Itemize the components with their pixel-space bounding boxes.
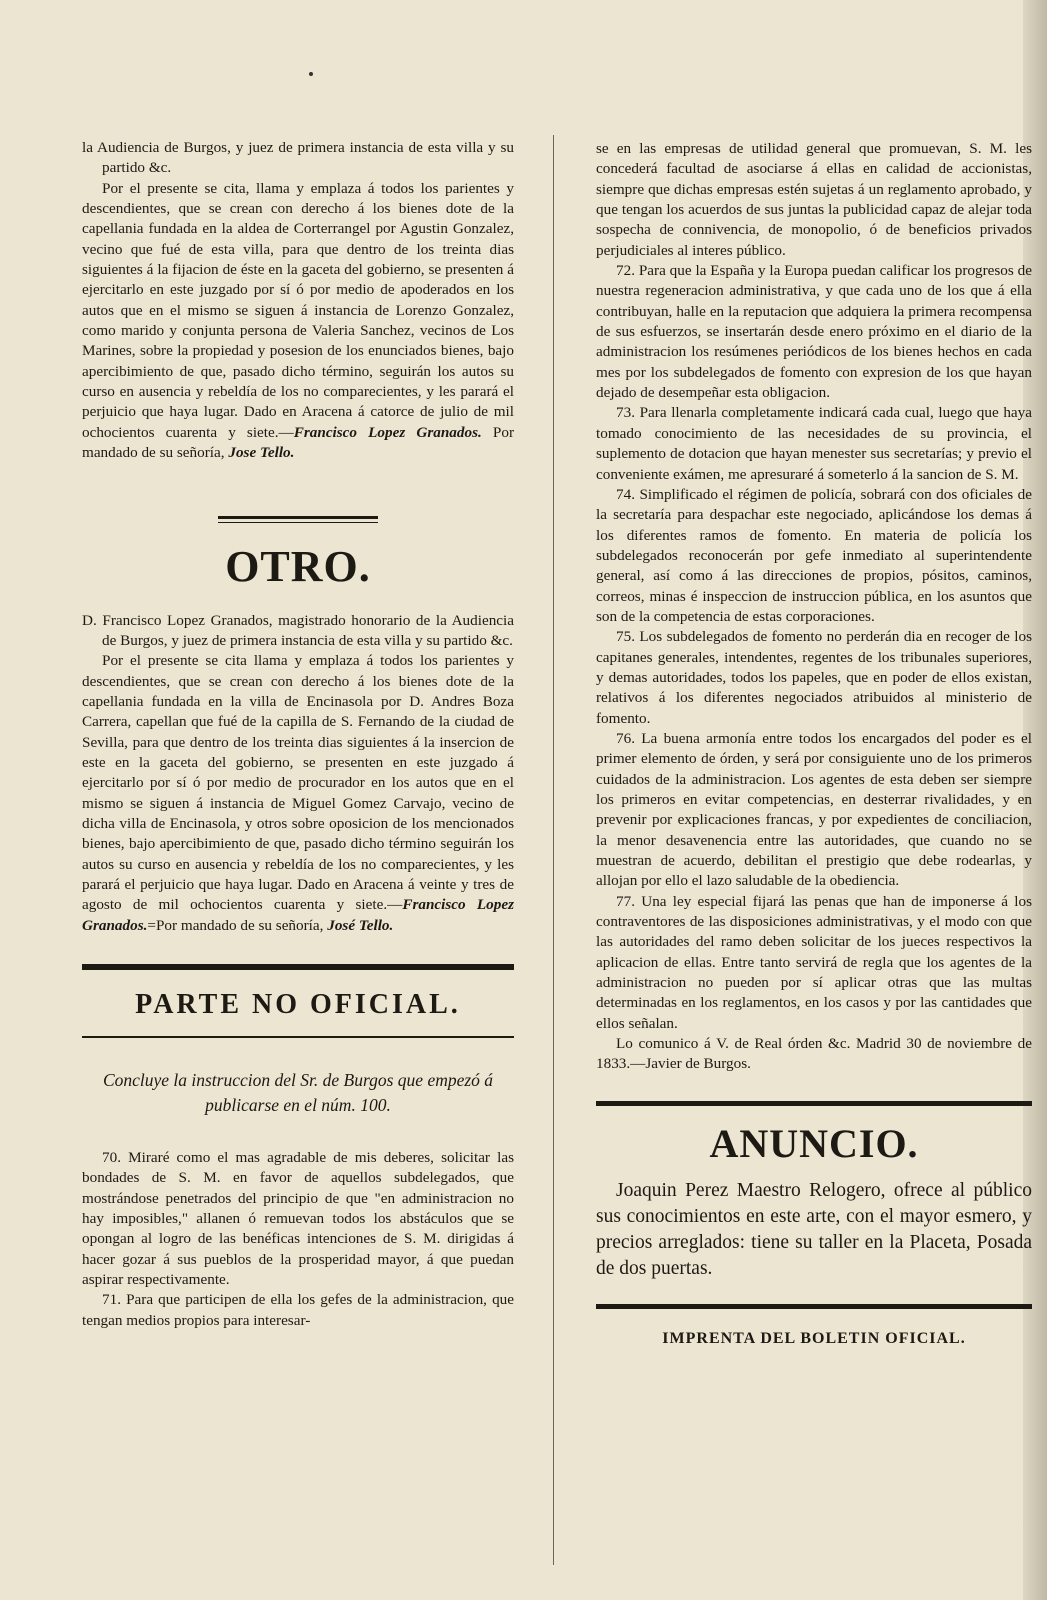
paragraph-71-start: 71. Para que participen de ella los gefes de la administracion, que tengan medios propios para interesar- <box>82 1291 514 1329</box>
edict1-signature-judge: Francisco Lopez Granados. <box>293 423 482 441</box>
anuncio-heading: ANUNCIO. <box>709 1120 919 1166</box>
paragraph-71-end: se en las empresas de utilidad general que promuevan, S. M. les concederá facultad de asociarse á ellas en calidad de accionistas, siempre que dichas empresas estén sujetas á un reglamento aprobado, y que tengan los acuerdos de sus juntas la publicidad capaz de alejar toda sospecha de connivencia, de monopolio, ó de beneficios privados perjudiciales al interes público. <box>596 140 1032 259</box>
anuncio-body: Joaquin Perez Maestro Relogero, ofrece al público sus conocimientos en este arte, con el mayor esmero, y precios arreglados: tiene su taller en la Placeta, Posada de dos puertas. <box>596 1179 1032 1279</box>
paragraph-70: 70. Miraré como el mas agradable de mis deberes, solicitar las bondades de S. M. en favor de aquellos subdelegados, que mostrándose penetrados del principio de que "en administracion no hay imposibles," allanen ó remuevan todos los abstáculos que se opongan al logro de las benéficas intenciones de S. M. dirigidas á hacer gozar á sus pueblos de la prosperidad mayor, á que puedan aspirar respectivamente. <box>82 1149 514 1289</box>
otro-heading: OTRO. <box>225 541 371 591</box>
edict2-signature-clerk: José Tello. <box>327 916 394 934</box>
concluye-title: Concluye la instruccion del Sr. de Burgos que empezó á publicarse en el núm. 100. <box>102 1070 494 1115</box>
right-column <box>596 139 1032 1349</box>
edict1-body <box>82 179 514 464</box>
left-column <box>82 138 514 1331</box>
print-dot <box>309 72 313 76</box>
paragraph-75: 75. Los subdelegados de fomento no perderán dia en recoger de los capitanes generales, intendentes, regentes de los tribunales superiores, y demas autoridades, todos los papeles, que en poder de ellos existan, relativos á los diferentes negociados atribuidos al ministerio de fomento. <box>596 628 1032 727</box>
edict2-header: D. Francisco Lopez Granados, magistrado honorario de la Audiencia de Burgos, y juez de primera instancia de esta villa y su partido &c. <box>82 611 514 649</box>
closing-line: Lo comunico á V. de Real órden &c. Madrid 30 de noviembre de 1833.—Javier de Burgos. <box>596 1035 1032 1073</box>
edict1-body-text: Por el presente se cita, llama y emplaza á todos los parientes y descendientes, que se crean con derecho á los bienes dote de la capellania fundada en la aldea de Corterrangel por Agustin Gonzalez, vecino que fué de esta villa, para que dentro de los treinta dias siguientes á la fijacion de éste en la gaceta del gobierno, se presenten á ejercitarlo en este juzgado por sí ó por medio de apoderados en los autos que en el mismo se siguen á instancia de Lorenzo Gonzalez, como marido y conjunta persona de Valeria Sanchez, vecinos de Los Marines, sobre la propiedad y posesion de los enunciados bienes, bajo apercibimiento de que, pasado dicho término, seguirán los autos su curso en ausencia y rebeldía de los no comparecientes, y les parará el perjuicio que haya lugar. Dado en Aracena á catorce de julio de mil ochocientos cuarenta y siete.— <box>82 179 514 441</box>
edict1-header: la Audiencia de Burgos, y juez de primera instancia de esta villa y su partido &c. <box>82 139 514 177</box>
edict2-signature-judge: Francisco Lopez Granados. <box>82 896 514 934</box>
edict1-mandate: Por mandado de su señoría, <box>82 423 515 462</box>
paragraph-77: 77. Una ley especial fijará las penas que han de imponerse á los contraventores de las disposiciones administrativas, y el modo con que las autoridades del ramo deben solicitar de los jueces respectivos la aplicacion de ellas. Entre tanto servirá de regla que los agentes de la administracion no pueden por sí aplicar otras que las multas determinadas en los reglamentos, en los casos y por las cantidades que ellos señalan. <box>596 892 1032 1032</box>
edict1-signature-clerk: Jose Tello. <box>228 444 295 462</box>
edict2-body-text: Por el presente se cita llama y emplaza á todos los parientes y descendientes, que se crean con derecho á los bienes dote de la capellania fundada en la villa de Encinasola por D. Andres Boza Carrera, capellan que fué de la capilla de S. Fernando de la ciudad de Sevilla, para que dentro de los treinta dias siguientes á la insercion de este en la gaceta del gobierno, se presenten en este juzgado á ejercitarlo por sí ó por medio de procurador en los autos que en el mismo se siguen á instancia de Miguel Gomez Carvajo, vecino de dicha villa de Encinasola, y otros sobre oposicion de los mencionados bienes, bajo apercibimiento de que, pasado dicho término seguirán los autos su curso en ausencia y rebeldía de los no comparecientes, y les parará el perjuicio que haya lugar. Dado en Aracena á veinte y tres de agosto de mil ochocientos cuarenta y siete.— <box>82 652 514 914</box>
column-divider <box>553 135 554 1565</box>
paragraph-76: 76. La buena armonía entre todos los encargados del poder es el primer elemento de órden, y será por consiguiente uno de los primeros cuidados de la administracion. Los agentes de esta deben ser siempre los primeros en evitar competencias, en desterrar rivalidades, y en prevenir por explicaciones francas, y por expedientes de conciliacion, la menor desavenencia entre las autoridades, que cuando no se muestran de acuerdo, debilitan el prestigio que debe rodearlas, y allojan por ello el lazo saludable de la obediencia. <box>596 729 1032 890</box>
paragraph-74: 74. Simplificado el régimen de policía, sobrará con dos oficiales de la secretaría para despachar este negociado, aplicándose los demas á los diferentes ramos de fomento. En materia de policía los subdelegados reconocerán por gefe inmediato al superintendente general, así como á las direcciones de propios, pósitos, caminos, correos, minas é inspeccion de instruccion pública, en los asuntos que son de la competencia de estas corporaciones. <box>596 485 1032 625</box>
imprenta-footer: IMPRENTA DEL BOLETIN OFICIAL. <box>662 1329 966 1347</box>
paragraph-72: 72. Para que la España y la Europa puedan calificar los progresos de nuestra regeneracion administrativa, y que cada uno de los que á ella contribuyan, halle en la reputacion que adquiera la primera recompensa de sus esfuerzos, se insertarán desde enero próximo en el diario de la administracion los resúmenes periódicos de los bienes hechos en cada mes por los subdelegados de fomento con expresion de los que hayan dejado de desempeñar esta obligacion. <box>596 262 1032 402</box>
paragraph-73: 73. Para llenarla completamente indicará cada cual, luego que haya tomado conocimiento de las necesidades de su provincia, el suplemento de dotacion que hayan menester sus secretarías; y previo el conveniente exámen, me apresuraré á someterlo á la sancion de S. M. <box>596 404 1032 483</box>
edict2-body <box>82 651 514 936</box>
parte-no-oficial-heading: PARTE NO OFICIAL. <box>135 989 461 1020</box>
section-separator <box>218 516 378 523</box>
edict2-mandate: =Por mandado de su señoría, <box>147 916 324 934</box>
